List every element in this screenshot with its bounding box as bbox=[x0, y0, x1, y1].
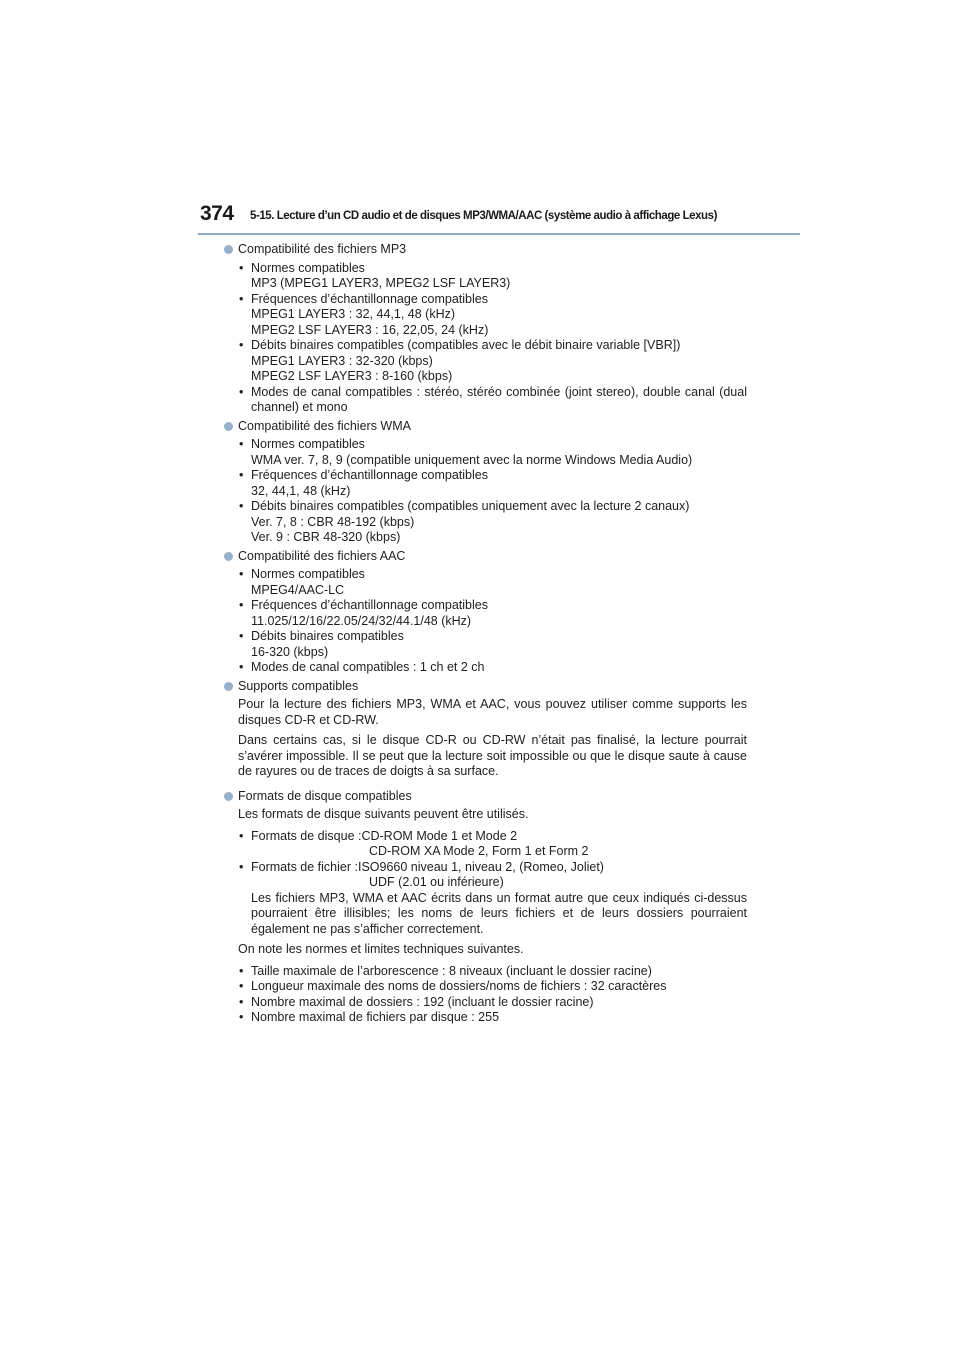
section-wma bbox=[222, 419, 747, 546]
section-aac bbox=[222, 549, 747, 676]
section-mp3 bbox=[222, 242, 747, 416]
list-item: • Débits binaires compatibles (compatibles uniquement avec la lecture 2 canaux) Ver. 7, 8 : CBR 48-192 (kbps) Ver. 9 : CBR 48-320 (kbps) bbox=[239, 499, 690, 544]
list-item: • Fréquences d’échantillonnage compatibles MPEG1 LAYER3 : 32, 44,1, 48 (kHz) MPEG2 LSF LAYER3 : 16, 22,05, 24 (kHz) bbox=[239, 291, 489, 337]
list-item: • Normes compatibles MP3 (MPEG1 LAYER3, MPEG2 LSF LAYER3) bbox=[239, 260, 511, 290]
section-heading: Formats de disque compatibles bbox=[238, 788, 412, 803]
bullet-dot-icon bbox=[224, 422, 233, 431]
paragraph: Pour la lecture des fichiers MP3, WMA et AAC, vous pouvez utiliser comme supports les disques CD-R et CD-RW. bbox=[238, 697, 747, 727]
list-item: • Longueur maximale des noms de dossiers/noms de fichiers : 32 caractères bbox=[239, 979, 667, 993]
bullet-dot-icon bbox=[224, 682, 233, 691]
list-item: • Débits binaires compatibles 16-320 (kbps) bbox=[239, 629, 404, 659]
section-formats bbox=[222, 789, 747, 1026]
section-title: 5-15. Lecture d’un CD audio et de disques MP3/WMA/AAC (système audio à affichage Lexus) bbox=[250, 210, 717, 222]
section-heading: Compatibilité des fichiers MP3 bbox=[238, 242, 407, 256]
list-item: • Nombre maximal de dossiers : 192 (incluant le dossier racine) bbox=[239, 994, 594, 1009]
paragraph: Les formats de disque suivants peuvent être utilisés. bbox=[238, 807, 529, 821]
bullet-dot-icon bbox=[224, 245, 233, 254]
list-item: • Fréquences d’échantillonnage compatibles 32, 44,1, 48 (kHz) bbox=[239, 468, 488, 498]
list-item: • Taille maximale de l’arborescence : 8 niveaux (incluant le dossier racine) bbox=[239, 963, 652, 978]
section-heading: Supports compatibles bbox=[238, 678, 359, 693]
header-rule bbox=[198, 233, 800, 235]
list-item: • Débits binaires compatibles (compatibles avec le débit binaire variable [VBR]) MPEG1 LAYER3 : 32-320 (kbps) MPEG2 LSF LAYER3 : 8-160 (kbps) bbox=[239, 338, 681, 383]
section-supports bbox=[222, 679, 747, 780]
page-number: 374 bbox=[200, 202, 234, 225]
list-item: • Formats de fichier : ISO9660 niveau 1, niveau 2, (Romeo, Joliet) UDF (2.01 ou inférieure) Les fichiers MP3, WMA et AAC écrits dans un format autre que ceux indiqués ci-dessus pourraient être illisibles; les noms de leurs fichiers et de leurs dossiers pourraient également ne pas s’afficher correctement. bbox=[239, 859, 747, 936]
bullet-dot-icon bbox=[224, 792, 233, 801]
section-heading: Compatibilité des fichiers WMA bbox=[238, 418, 411, 433]
section-heading: Compatibilité des fichiers AAC bbox=[238, 548, 406, 563]
list-item: • Normes compatibles MPEG4/AAC-LC bbox=[239, 567, 365, 597]
page-content bbox=[222, 242, 747, 1029]
list-item: • Normes compatibles WMA ver. 7, 8, 9 (compatible uniquement avec la norme Windows Media Audio) bbox=[239, 437, 693, 467]
list-item: • Modes de canal compatibles : 1 ch et 2 ch bbox=[239, 660, 485, 674]
list-item: • Modes de canal compatibles : stéréo, stéréo combinée (joint stereo), double canal (dual channel) et mono bbox=[239, 384, 747, 414]
list-item: • Nombre maximal de fichiers par disque : 255 bbox=[239, 1010, 500, 1024]
page-header bbox=[200, 200, 800, 236]
list-item: • Formats de disque : CD-ROM Mode 1 et Mode 2 CD-ROM XA Mode 2, Form 1 et Form 2 bbox=[239, 828, 589, 858]
paragraph: On note les normes et limites techniques suivantes. bbox=[238, 942, 524, 956]
paragraph: Dans certains cas, si le disque CD-R ou CD-RW n’était pas finalisé, la lecture pourrait s’avérer impossible. Il se peut que la lecture soit impossible ou que le disque saute à cause de rayures ou de traces de doigts à sa surface. bbox=[238, 733, 747, 778]
bullet-dot-icon bbox=[224, 552, 233, 561]
list-item: • Fréquences d’échantillonnage compatibles 11.025/12/16/22.05/24/32/44.1/48 (kHz) bbox=[239, 598, 488, 628]
